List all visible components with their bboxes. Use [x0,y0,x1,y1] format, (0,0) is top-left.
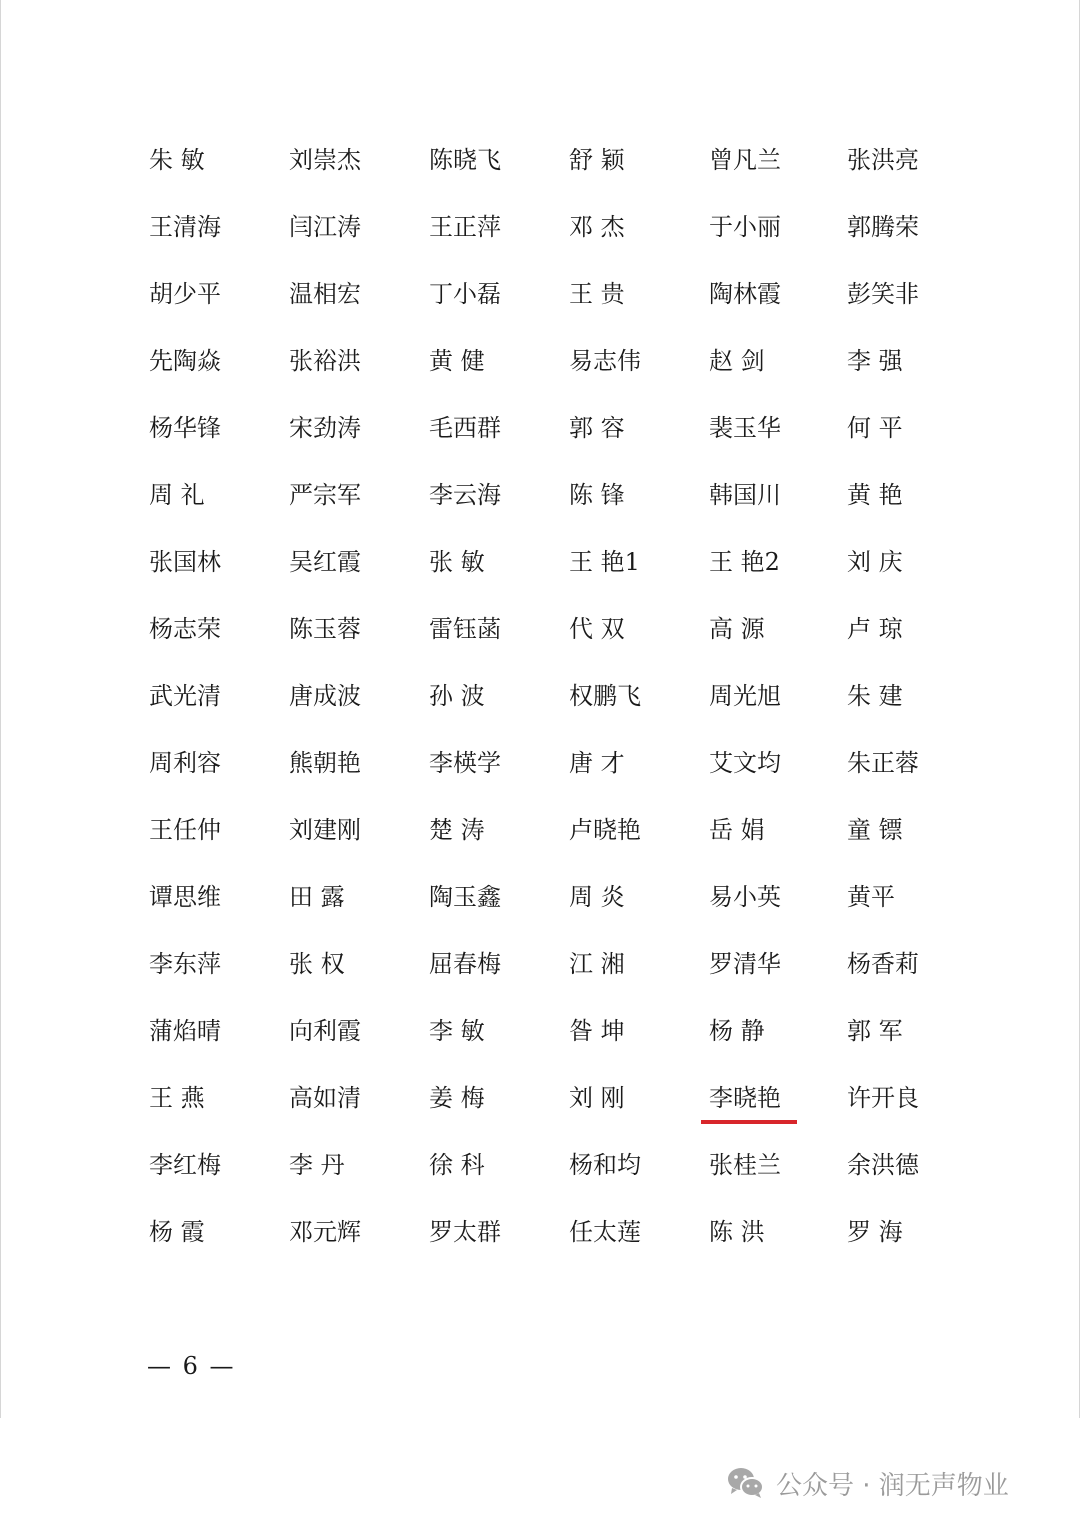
name-entry: 罗太群 [429,1218,501,1246]
name-entry: 高 源 [709,615,765,643]
name-entry: 武光清 [149,682,221,710]
name-entry: 谭思维 [149,883,221,911]
name-row [149,540,949,607]
name-entry: 裴玉华 [709,414,781,442]
name-entry: 昝 坤 [569,1017,625,1045]
name-entry: 代 双 [569,615,625,643]
wechat-icon [726,1466,766,1500]
name-entry: 黄平 [847,883,895,911]
name-entry: 周 礼 [149,481,205,509]
name-row [149,339,949,406]
name-entry: 邓元辉 [289,1218,361,1246]
name-entry: 陈 锋 [569,481,625,509]
name-entry: 孙 波 [429,682,485,710]
name-entry: 刘 庆 [847,548,903,576]
name-row [149,473,949,540]
name-entry: 郭 军 [847,1017,903,1045]
name-entry: 任太莲 [569,1218,641,1246]
name-row [149,1143,949,1210]
name-entry: 李红梅 [149,1151,221,1179]
name-entry: 易小英 [709,883,781,911]
watermark-text: 公众号 · 润无声物业 [776,1470,1009,1501]
name-entry: 岳 娟 [709,816,765,844]
name-list [149,138,949,1277]
name-row [149,272,949,339]
name-entry: 赵 剑 [709,347,765,375]
name-entry: 唐成波 [289,682,361,710]
name-row [149,875,949,942]
name-entry: 邓 杰 [569,213,625,241]
name-entry: 朱 敏 [149,146,205,174]
name-entry: 王正萍 [429,213,501,241]
name-entry: 陈玉蓉 [289,615,361,643]
name-entry: 张 权 [289,950,345,978]
name-entry: 杨华锋 [149,414,221,442]
name-row [149,674,949,741]
name-entry: 陶林霞 [709,280,781,308]
name-entry: 陈 洪 [709,1218,765,1246]
name-entry: 徐 科 [429,1151,485,1179]
name-row [149,138,949,205]
watermark [726,1463,1009,1503]
name-entry: 雷钰菡 [429,615,501,643]
name-entry: 舒 颖 [569,146,625,174]
name-entry: 童 镖 [847,816,903,844]
name-row [149,1076,949,1143]
name-entry: 先陶焱 [149,347,221,375]
name-entry: 朱 建 [847,682,903,710]
name-entry: 江 湘 [569,950,625,978]
name-entry: 宋劲涛 [289,414,361,442]
name-entry: 李 丹 [289,1151,345,1179]
name-entry: 唐 才 [569,749,625,777]
name-entry: 向利霞 [289,1017,361,1045]
name-entry: 张 敏 [429,548,485,576]
name-entry: 权鹏飞 [569,682,641,710]
name-entry: 丁小磊 [429,280,501,308]
name-entry: 韩国川 [709,481,781,509]
name-entry: 卢晓艳 [569,816,641,844]
name-entry: 黄 健 [429,347,485,375]
name-entry: 刘建刚 [289,816,361,844]
name-entry: 郭 容 [569,414,625,442]
name-row [149,1009,949,1076]
name-entry: 杨香莉 [847,950,919,978]
name-entry: 张洪亮 [847,146,919,174]
name-entry: 杨 霞 [149,1218,205,1246]
name-entry: 卢 琼 [847,615,903,643]
name-row [149,942,949,1009]
name-entry: 张桂兰 [709,1151,781,1179]
name-entry: 许开良 [847,1084,919,1112]
name-entry: 田 露 [289,883,345,911]
name-entry: 李 敏 [429,1017,485,1045]
name-entry: 何 平 [847,414,903,442]
name-entry: 李东萍 [149,950,221,978]
name-entry: 胡少平 [149,280,221,308]
name-entry: 周光旭 [709,682,781,710]
name-entry: 罗 海 [847,1218,903,1246]
name-entry: 罗清华 [709,950,781,978]
name-entry: 闫江涛 [289,213,361,241]
name-entry: 郭腾荣 [847,213,919,241]
name-entry: 刘 刚 [569,1084,625,1112]
name-entry: 曾凡兰 [709,146,781,174]
name-row [149,607,949,674]
name-entry: 李 强 [847,347,903,375]
name-entry: 王 燕 [149,1084,205,1112]
name-row [149,205,949,272]
name-entry: 王任仲 [149,816,221,844]
name-entry: 严宗军 [289,481,361,509]
name-entry: 李楧学 [429,749,501,777]
name-entry: 屈春梅 [429,950,501,978]
name-entry: 黄 艳 [847,481,903,509]
name-entry: 蒲焰晴 [149,1017,221,1045]
name-entry: 周利容 [149,749,221,777]
name-row [149,406,949,473]
name-entry: 楚 涛 [429,816,485,844]
name-entry: 于小丽 [709,213,781,241]
page-number: — 6 — [147,1352,236,1380]
name-entry: 陶玉鑫 [429,883,501,911]
name-entry: 余洪德 [847,1151,919,1179]
name-entry: 杨 静 [709,1017,765,1045]
name-entry: 张裕洪 [289,347,361,375]
name-entry: 杨和均 [569,1151,641,1179]
highlighted-name-entry: 李晓艳 [709,1076,809,1120]
name-entry: 朱正蓉 [847,749,919,777]
name-entry: 王 贵 [569,280,625,308]
name-entry: 毛西群 [429,414,501,442]
name-entry: 姜 梅 [429,1084,485,1112]
name-row [149,808,949,875]
name-entry: 高如清 [289,1084,361,1112]
name-entry: 易志伟 [569,347,641,375]
name-entry: 王 艳1 [569,548,640,576]
name-entry: 王清海 [149,213,221,241]
name-entry: 杨志荣 [149,615,221,643]
name-entry: 王 艳2 [709,548,780,576]
name-entry: 温相宏 [289,280,361,308]
name-entry: 李云海 [429,481,501,509]
name-entry: 陈晓飞 [429,146,501,174]
name-row [149,741,949,808]
name-entry: 吴红霞 [289,548,361,576]
name-entry: 周 炎 [569,883,625,911]
name-entry: 张国林 [149,548,221,576]
name-entry: 熊朝艳 [289,749,361,777]
name-entry: 艾文均 [709,749,781,777]
name-row [149,1210,949,1277]
name-entry: 刘崇杰 [289,146,361,174]
name-entry: 彭笑非 [847,280,919,308]
